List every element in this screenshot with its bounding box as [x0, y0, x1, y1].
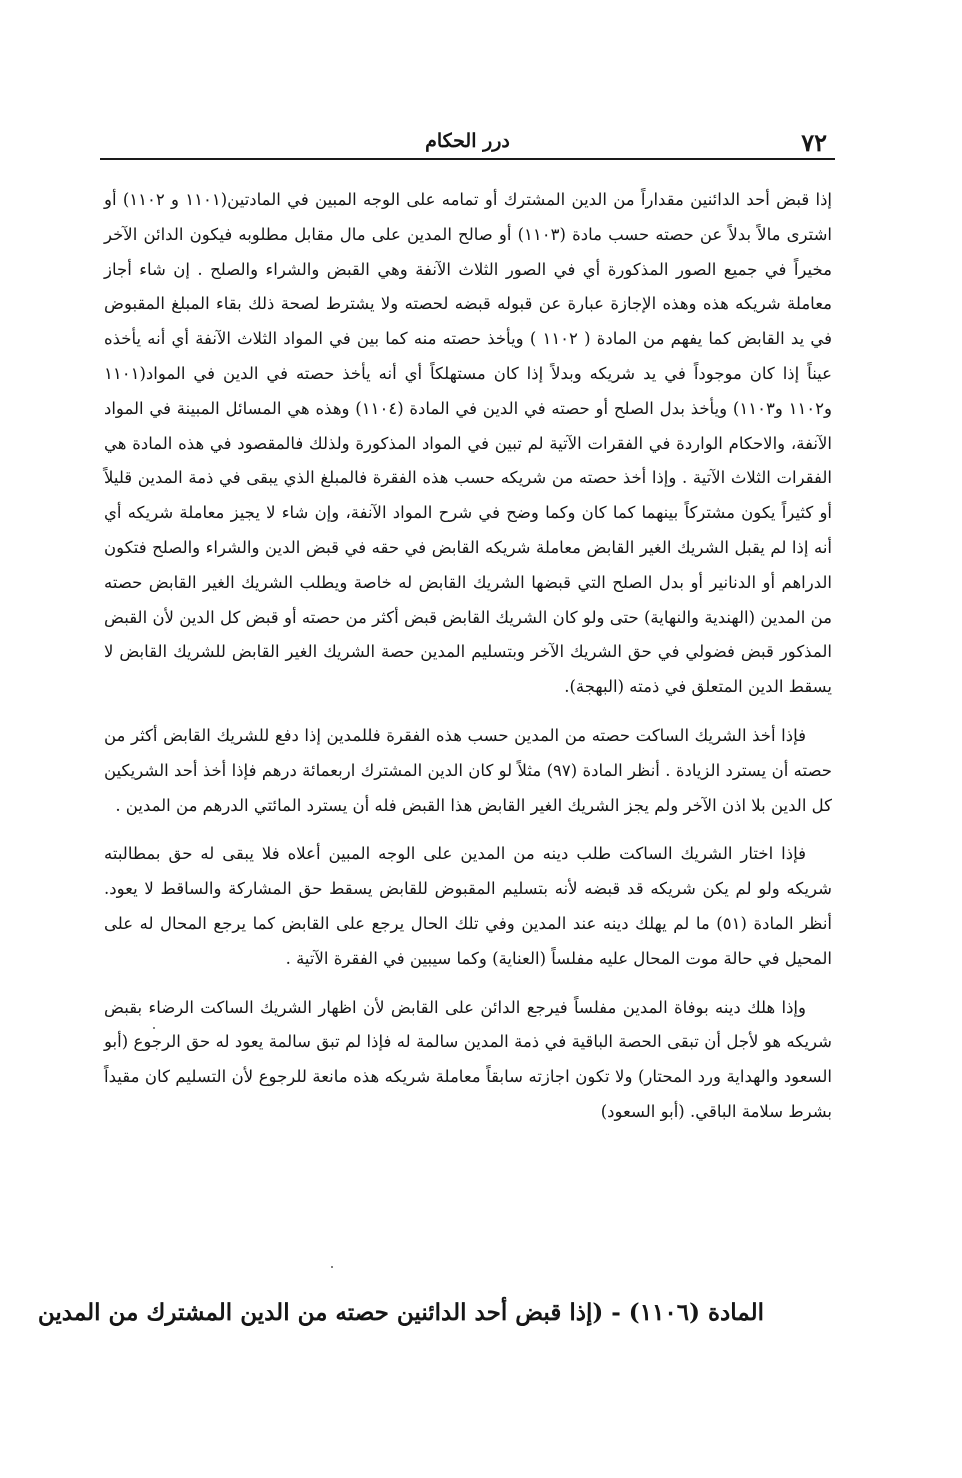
paragraph-1: إذا قبض أحد الدائنين مقداراً من الدين المشترك أو تمامه على الوجه المبين في المادتين(١١٠١ و ١١٠٢) أو اشترى مالاً بدلاً عن حصته حسب مادة (١١٠٣) أو صالح المدين على مال مقابل مطلوبه فيكون الدائن الآخر مخيراً في جميع الصور المذكورة أي في الصور الثلاث الآنفة وهي القبض والشراء والصلح . إن شاء أجاز معاملة شريكه هذه وهذه الإجازة عبارة عن قبوله قبضه لحصته ولا يشترط لصحة ذلك بقاء المبلغ المقبوض في يد القابض كما يفهم من المادة ( ١١٠٢ ) ويأخذ حصته منه كما بين في المواد الثلاث الآنفة أي أنه يأخذه عيناً إذا كان موجوداً في يد شريكه وبدلاً إذا كان مستهلكاً أي أنه يأخذ حصته في الدين في المواد(١١٠١ و١١٠٢ و١١٠٣) ويأخذ بدل الصلح أو حصته في الدين في المادة (١١٠٤) وهذه هي المسائل المبينة في المواد الآنفة، والاحكام الواردة في الفقرات الآتية لم تبين في المواد المذكورة ولذلك فالمقصود في هذه المادة هي الفقرات الثلاث الآتية . وإذا أخذ حصته من شريكه حسب هذه الفقرة فالمبلغ الذي يبقى في ذمة المدين قليلاً أو كثيراً يكون مشتركاً بينهما كما كان وكما وضح في شرح المواد الآنفة، وإن شاء لا يجيز معاملة شريكه أي أنه إذا لم يقبل الشريك الغير القابض معاملة شريكه القابض في حقه في قبض الدين والشراء والصلح فتكون الدراهم أو الدنانير أو بدل الصلح التي قبضها الشريك القابض له خاصة ويطلب الشريك الغير القابض حصته من المدين (الهندية والنهاية) حتى ولو كان الشريك القابض قبض أكثر من حصته أو قبض كل الدين لأن القبض المذكور قبض فضولي في حق الشريك الآخر وبتسليم المدين حصة الشريك الغير القابض للشريك القابض لا يسقط الدين المتعلق في ذمته (البهجة). — [104, 190, 833, 697]
header-rule — [100, 158, 835, 160]
paragraph-2: فإذا أخذ الشريك الساكت حصته من المدين حسب هذه الفقرة فللمدين إذا دفع للشريك القابض أكثر من حصته أن يسترد الزيادة . أنظر المادة (٩٧) مثلاً لو كان الدين المشترك اربعمائة درهم فإذا أخذ أحد الشريكين كل الدين بلا اذن الآخر ولم يجز الشريك الغير القابض هذا القبض فله أن يسترد المائتي الدرهم من المدين . — [104, 725, 832, 815]
scan-speck — [153, 1027, 155, 1029]
paragraph-3: فإذا اختار الشريك الساكت طلب دينه من المدين على الوجه المبين أعلاه فلا يبقى له حق بمطالبته شريكه ولو لم يكن شريكه قد قبضه لأنه بتسليم المقبوض للقابض يسقط حق المشاركة والساقط لا يعود. أنظر المادة (٥١) ما لم يهلك دينه عند المدين وفي تلك الحال يرجع على القابض كما يرجع المحال له على المحيل في حالة موت المحال عليه مفلساً (العناية) وكما سيبين في الفقرة الآتية . — [104, 844, 832, 968]
scan-speck — [331, 1266, 333, 1268]
article-heading: المادة (١١٠٦) - (إذا قبض أحد الدائنين حصته من الدين المشترك من المدين — [37, 1299, 764, 1326]
body-text — [104, 183, 832, 1130]
running-title: درر الحكام — [425, 130, 510, 152]
page-number: ٧٢ — [801, 128, 827, 157]
page-header — [100, 128, 835, 157]
paragraph-4: وإذا هلك دينه بوفاة المدين مفلساً فيرجع الدائن على القابض لأن اظهار الشريك الساكت الرضاء بقبض شريكه هو لأجل أن تبقى الحصة الباقية في ذمة المدين سالمة له فإذا لم تبق سالمة يعود له حق الرجوع (أبو السعود والهداية ورد المحتار) ولا تكون اجازته سابقاً معاملة شريكه هذه مانعة للرجوع لأن التسليم كان مقيداً بشرط سلامة الباقي. (أبو السعود) — [104, 997, 832, 1121]
